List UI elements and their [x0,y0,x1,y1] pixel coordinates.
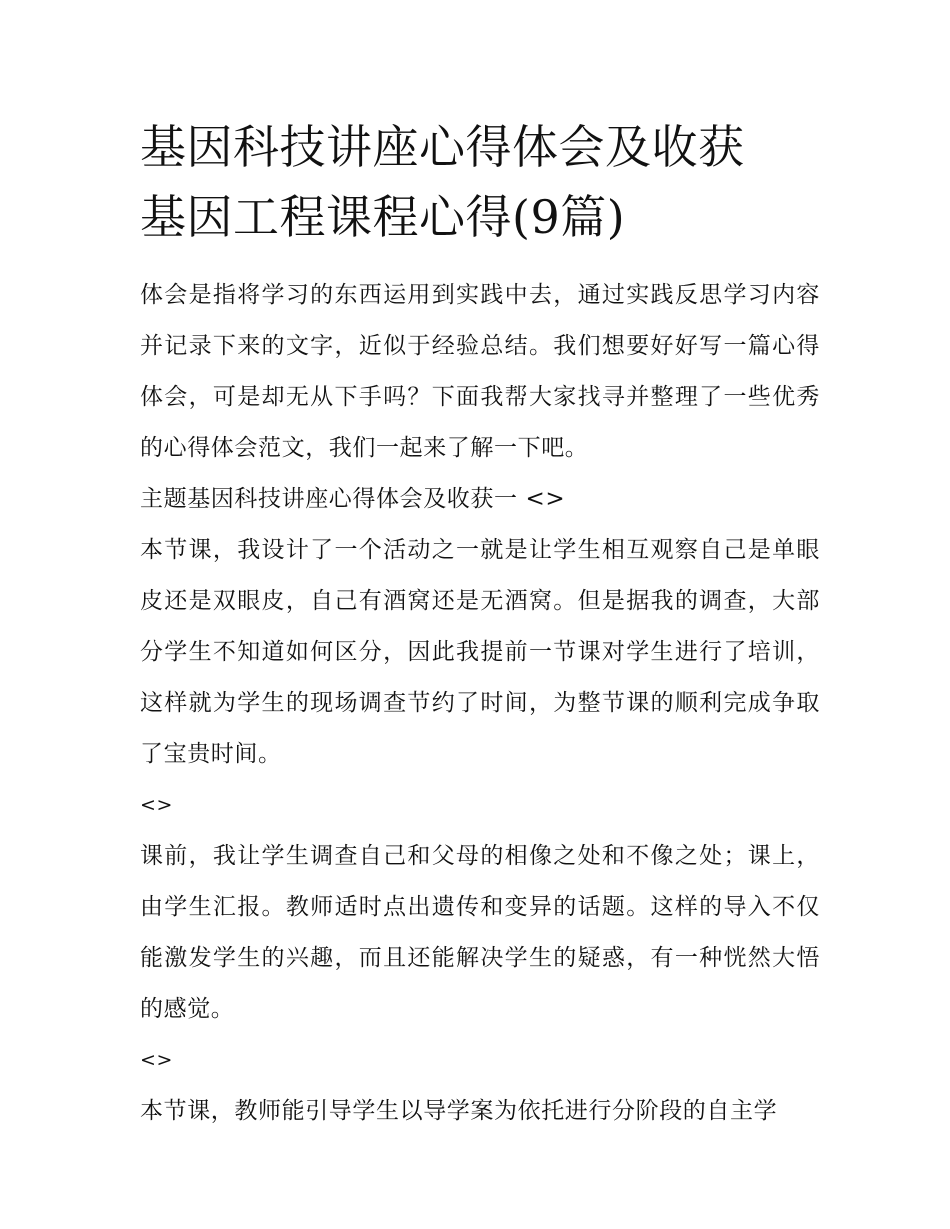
title-line-2: 基因工程课程心得(9篇) [140,190,626,244]
body-paragraph-3: 本节课，教师能引导学生以导学案为依托进行分阶段的自主学 [140,1098,778,1124]
section-heading: 主题基因科技讲座心得体会及收获一 <> [140,486,566,512]
document-page [140,112,820,1137]
document-title [140,112,820,252]
body-paragraph-1: 本节课，我设计了一个活动之一就是让学生相互观察自己是单眼皮还是双眼皮，自己有酒窝还是无酒窝。但是据我的调查，大部分学生不知道如何区分，因此我提前一节课对学生进行了培训，这样就为学生的现场调查节约了时间，为整节课的顺利完成争取了宝贵时间。 [140,537,820,767]
separator-marker-2: <> [140,1049,174,1071]
intro-paragraph: 体会是指将学习的东西运用到实践中去，通过实践反思学习内容并记录下来的文字，近似于经验总结。我们想要好好写一篇心得体会，可是却无从下手吗？下面我帮大家找寻并整理了一些优秀的心得体会范文，我们一起来了解一下吧。 [140,282,820,461]
separator-marker-1: <> [140,794,174,816]
document-body [140,270,820,1137]
body-paragraph-2: 课前，我让学生调查自己和父母的相像之处和不像之处；课上，由学生汇报。教师适时点出遗传和变异的话题。这样的导入不仅能激发学生的兴趣，而且还能解决学生的疑惑，有一种恍然大悟的感觉。 [140,843,820,1022]
title-line-1: 基因科技讲座心得体会及收获 [140,120,745,174]
